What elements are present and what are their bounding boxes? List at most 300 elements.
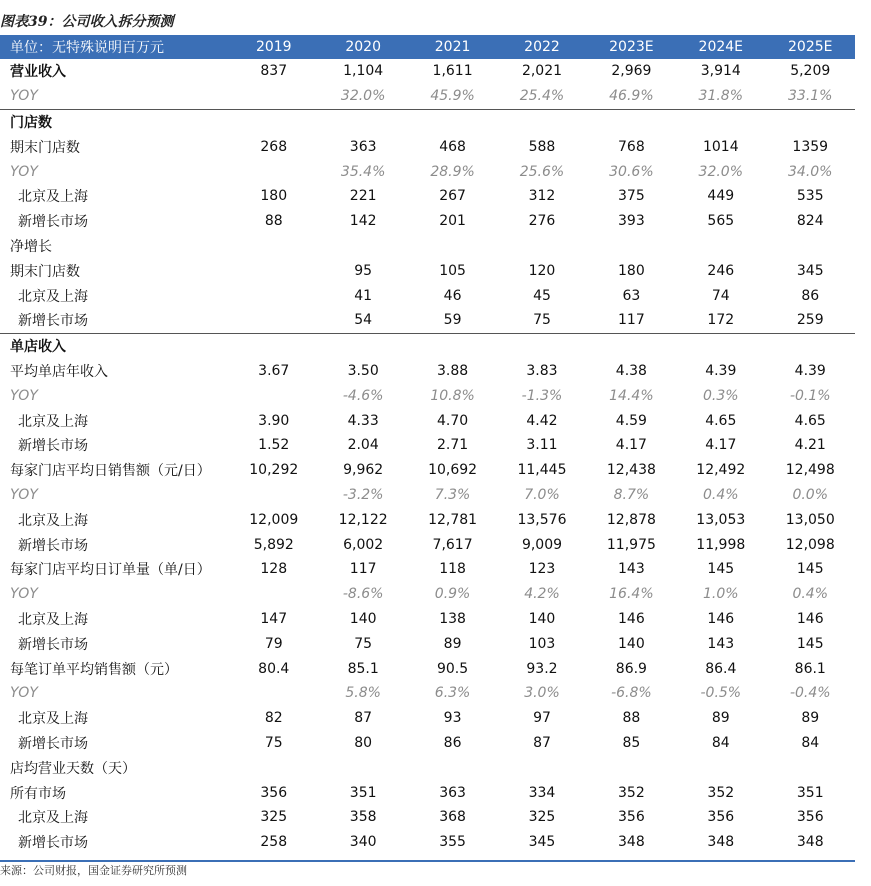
value-cell: 201 <box>439 213 466 230</box>
table-row <box>0 458 855 483</box>
value-cell: 348 <box>796 834 824 851</box>
value-cell: 340 <box>349 834 377 851</box>
row-label: 北京及上海 <box>18 189 88 206</box>
value-cell: 33.1% <box>766 84 856 109</box>
row-label: 北京及上海 <box>18 413 88 430</box>
value-cell: 4.65 <box>794 412 826 429</box>
value-cell: 312 <box>528 188 556 205</box>
value-cell: 32.0% <box>318 84 407 109</box>
table-row <box>0 134 855 159</box>
value-cell: 75 <box>354 635 373 652</box>
value-cell: 7.0% <box>524 486 560 503</box>
value-cell <box>676 333 765 358</box>
row-label: YOY <box>10 685 38 702</box>
value-cell <box>497 333 586 358</box>
value-cell: 221 <box>349 188 377 205</box>
header-year-cell: 2020 <box>318 35 407 59</box>
value-cell: 0.9% <box>434 586 471 603</box>
row-label: 每笔订单平均销售额（元） <box>10 661 178 678</box>
value-cell <box>318 333 407 358</box>
value-cell: 45.9% <box>408 84 497 109</box>
row-label: 净增长 <box>10 238 52 255</box>
table-row <box>0 755 855 780</box>
value-cell: 325 <box>528 809 556 826</box>
row-label: YOY <box>0 84 229 109</box>
value-cell: 356 <box>796 809 824 826</box>
value-cell: 145 <box>707 561 735 578</box>
value-cell: 28.9% <box>430 163 475 180</box>
value-cell: 355 <box>439 834 466 851</box>
value-cell: 3.0% <box>524 685 560 702</box>
table-row <box>0 159 855 184</box>
value-cell: 588 <box>528 138 556 155</box>
value-cell <box>676 234 765 259</box>
value-cell: 0.4% <box>703 486 739 503</box>
value-cell: 9,962 <box>343 462 384 479</box>
value-cell: -1.3% <box>521 387 563 404</box>
value-cell <box>408 333 497 358</box>
value-cell: 25.4% <box>497 84 586 109</box>
value-cell: 268 <box>260 138 288 155</box>
row-label: 北京及上海 <box>18 512 88 529</box>
table-row <box>0 582 855 607</box>
table-row <box>0 209 855 234</box>
value-cell: 535 <box>796 188 824 205</box>
value-cell <box>587 234 676 259</box>
value-cell: 0.0% <box>792 486 829 503</box>
value-cell: -0.1% <box>789 387 831 404</box>
value-cell: 13,053 <box>696 511 746 528</box>
value-cell <box>229 109 318 134</box>
value-cell: 334 <box>528 784 556 801</box>
value-cell: 12,009 <box>249 511 299 528</box>
value-cell: 1,104 <box>343 63 384 80</box>
value-cell: 180 <box>618 262 645 279</box>
value-cell: 12,878 <box>606 511 656 528</box>
table-row <box>0 706 855 731</box>
value-cell: 85.1 <box>347 660 379 677</box>
value-cell <box>766 234 856 259</box>
value-cell: 89 <box>443 635 462 652</box>
value-cell: 90.5 <box>436 660 469 677</box>
value-cell: 82 <box>264 710 283 727</box>
value-cell: 3.67 <box>258 362 290 379</box>
value-cell: 2.04 <box>347 437 379 454</box>
value-cell: 35.4% <box>340 163 386 180</box>
value-cell: 97 <box>533 710 551 727</box>
value-cell: 25.6% <box>519 163 565 180</box>
value-cell: 4.70 <box>436 412 469 429</box>
value-cell: 145 <box>796 561 824 578</box>
value-cell: 449 <box>707 188 735 205</box>
value-cell: 146 <box>707 610 735 627</box>
value-cell: 12,122 <box>338 511 388 528</box>
table-row <box>0 408 855 433</box>
table-row <box>0 532 855 557</box>
value-cell: 146 <box>618 610 645 627</box>
row-label: 每家门店平均日销售额（元/日） <box>10 463 211 480</box>
value-cell: 4.17 <box>705 437 737 454</box>
value-cell: 345 <box>796 262 824 279</box>
row-label: 北京及上海 <box>18 288 88 305</box>
value-cell: 140 <box>618 635 645 652</box>
value-cell: 46.9% <box>587 84 676 109</box>
value-cell: 1.52 <box>258 437 290 454</box>
value-cell <box>587 755 676 780</box>
value-cell: 3.50 <box>347 362 379 379</box>
value-cell: 1,611 <box>432 63 473 80</box>
value-cell: 117 <box>349 561 377 578</box>
value-cell: 10.8% <box>430 387 475 404</box>
header-unit-cell: 单位：无特殊说明百万元 <box>0 35 229 59</box>
value-cell: 352 <box>707 784 735 801</box>
value-cell: 79 <box>264 635 283 652</box>
value-cell: 54 <box>318 308 407 333</box>
table-row <box>0 507 855 532</box>
header-year-cell: 2023E <box>587 35 676 59</box>
value-cell: 565 <box>707 213 735 230</box>
value-cell: 45 <box>533 287 551 304</box>
value-cell: 2.71 <box>436 437 469 454</box>
revenue-breakdown-table <box>0 35 855 855</box>
header-year-cell: 2025E <box>766 35 856 59</box>
value-cell: 352 <box>618 784 645 801</box>
value-cell <box>229 234 318 259</box>
table-header-row <box>0 35 855 59</box>
value-cell: 93.2 <box>526 660 558 677</box>
value-cell <box>229 283 318 308</box>
value-cell: 358 <box>349 809 377 826</box>
row-label: 新增长市场 <box>18 735 88 752</box>
value-cell: 363 <box>349 138 377 155</box>
value-cell: 117 <box>587 308 676 333</box>
value-cell: 246 <box>707 262 735 279</box>
row-label: 北京及上海 <box>18 810 88 827</box>
value-cell: 5.8% <box>345 685 381 702</box>
value-cell <box>229 258 318 283</box>
value-cell: 4.42 <box>526 412 558 429</box>
value-cell: 6.3% <box>434 685 471 702</box>
value-cell: 46 <box>443 287 462 304</box>
value-cell: 89 <box>801 710 820 727</box>
value-cell: 4.38 <box>615 362 647 379</box>
value-cell <box>408 234 497 259</box>
value-cell: 363 <box>439 784 466 801</box>
value-cell: 4.21 <box>794 437 826 454</box>
value-cell <box>497 234 586 259</box>
value-cell: 348 <box>618 834 645 851</box>
table-row <box>0 631 855 656</box>
value-cell: 172 <box>676 308 765 333</box>
header-year-cell: 2022 <box>497 35 586 59</box>
value-cell: 146 <box>796 610 824 627</box>
value-cell: 11,445 <box>517 462 567 479</box>
value-cell: 11,998 <box>696 536 746 553</box>
value-cell <box>587 109 676 134</box>
value-cell <box>229 333 318 358</box>
row-label: YOY <box>10 163 38 180</box>
value-cell: 8.7% <box>613 486 650 503</box>
table-row <box>0 483 855 508</box>
value-cell <box>318 109 407 134</box>
row-label: 新增长市场 <box>18 214 88 231</box>
row-label: YOY <box>10 486 38 503</box>
table-row <box>0 333 855 358</box>
value-cell: 4.17 <box>615 437 647 454</box>
value-cell <box>408 109 497 134</box>
table-row <box>0 359 855 384</box>
row-label: 单店收入 <box>10 339 66 356</box>
table-row <box>0 557 855 582</box>
value-cell: 1359 <box>792 138 829 155</box>
table-row <box>0 59 855 84</box>
value-cell: 88 <box>264 213 283 230</box>
row-label: 新增长市场 <box>18 835 88 852</box>
value-cell: 103 <box>528 635 556 652</box>
table-row <box>0 780 855 805</box>
value-cell: 2,021 <box>521 63 563 80</box>
table-row <box>0 607 855 632</box>
table-row <box>0 184 855 209</box>
value-cell: 4.39 <box>794 362 826 379</box>
value-cell: 1.0% <box>703 586 739 603</box>
value-cell <box>676 109 765 134</box>
value-cell: 86.1 <box>794 660 826 677</box>
value-cell: 6,002 <box>343 536 384 553</box>
value-cell: 85 <box>622 734 641 751</box>
value-cell: 87 <box>533 734 551 751</box>
value-cell: 13,576 <box>517 511 567 528</box>
header-year-cell: 2021 <box>408 35 497 59</box>
source-note: 来源：公司财报，国金证券研究所预测 <box>0 860 855 884</box>
value-cell <box>318 755 407 780</box>
value-cell: 258 <box>260 834 288 851</box>
value-cell <box>229 483 318 508</box>
value-cell: 31.8% <box>676 84 765 109</box>
value-cell: 80 <box>354 734 373 751</box>
row-label: 营业收入 <box>10 64 66 81</box>
value-cell: 74 <box>711 287 730 304</box>
value-cell: 348 <box>707 834 735 851</box>
row-label: 新增长市场 <box>18 537 88 554</box>
value-cell: 138 <box>439 610 466 627</box>
value-cell: 375 <box>618 188 645 205</box>
row-label: 门店数 <box>10 114 52 131</box>
row-label: 所有市场 <box>10 785 66 802</box>
value-cell: 3.11 <box>526 437 558 454</box>
value-cell: 10,692 <box>428 462 478 479</box>
value-cell <box>766 755 856 780</box>
value-cell: 12,438 <box>606 462 656 479</box>
value-cell: 4.59 <box>615 412 647 429</box>
value-cell: 128 <box>260 561 288 578</box>
value-cell <box>318 234 407 259</box>
row-label: 店均营业天数（天） <box>10 760 136 777</box>
value-cell: 11,975 <box>606 536 656 553</box>
value-cell: 1014 <box>702 138 739 155</box>
value-cell: 88 <box>622 710 641 727</box>
table-row <box>0 805 855 830</box>
value-cell: 0.3% <box>703 387 739 404</box>
value-cell: 180 <box>260 188 288 205</box>
value-cell: -3.2% <box>342 486 384 503</box>
value-cell: 16.4% <box>609 586 654 603</box>
value-cell: 0.4% <box>792 586 829 603</box>
value-cell: 5,892 <box>253 536 294 553</box>
value-cell: 13,050 <box>785 511 835 528</box>
table-row <box>0 656 855 681</box>
value-cell: 468 <box>439 138 466 155</box>
value-cell: 10,292 <box>249 462 299 479</box>
table-row <box>0 681 855 706</box>
value-cell: 351 <box>349 784 377 801</box>
row-label: 新增长市场 <box>0 308 229 333</box>
value-cell: 393 <box>618 213 645 230</box>
table-row <box>0 109 855 134</box>
value-cell: 356 <box>260 784 288 801</box>
value-cell: 123 <box>528 561 556 578</box>
value-cell: 86.9 <box>615 660 647 677</box>
table-row <box>0 383 855 408</box>
value-cell: 837 <box>260 63 288 80</box>
value-cell <box>766 109 856 134</box>
table-row <box>0 731 855 756</box>
value-cell: 356 <box>707 809 735 826</box>
value-cell <box>229 582 318 607</box>
value-cell <box>408 755 497 780</box>
value-cell: 41 <box>354 287 373 304</box>
value-cell: 86 <box>801 287 820 304</box>
value-cell: 118 <box>439 561 466 578</box>
value-cell: 325 <box>260 809 288 826</box>
value-cell: 84 <box>711 734 730 751</box>
value-cell <box>497 109 586 134</box>
table-row <box>0 433 855 458</box>
value-cell: 143 <box>618 561 645 578</box>
value-cell: 75 <box>497 308 586 333</box>
value-cell: -6.8% <box>611 685 652 702</box>
value-cell: 59 <box>408 308 497 333</box>
value-cell: 7.3% <box>434 486 471 503</box>
value-cell: 12,098 <box>785 536 835 553</box>
value-cell: 3.83 <box>526 362 558 379</box>
value-cell <box>229 755 318 780</box>
value-cell <box>497 755 586 780</box>
value-cell: 276 <box>528 213 556 230</box>
row-label: 每家门店平均日订单量（单/日） <box>10 562 211 579</box>
value-cell: 80.4 <box>258 660 290 677</box>
value-cell: 140 <box>349 610 377 627</box>
value-cell <box>229 84 318 109</box>
value-cell: 345 <box>528 834 556 851</box>
value-cell: 267 <box>439 188 466 205</box>
value-cell <box>766 333 856 358</box>
value-cell: 95 <box>354 262 373 279</box>
value-cell: -0.5% <box>700 685 742 702</box>
table-row <box>0 84 855 109</box>
value-cell: 7,617 <box>432 536 473 553</box>
value-cell <box>229 681 318 706</box>
value-cell <box>676 755 765 780</box>
row-label: YOY <box>10 586 38 603</box>
table-body <box>0 59 855 855</box>
value-cell: 87 <box>354 710 373 727</box>
value-cell: 143 <box>707 635 735 652</box>
row-label: 新增长市场 <box>18 636 88 653</box>
row-label: 北京及上海 <box>18 711 88 728</box>
value-cell: 3,914 <box>700 63 741 80</box>
value-cell: 351 <box>796 784 824 801</box>
value-cell: 3.88 <box>436 362 469 379</box>
value-cell: 89 <box>711 710 730 727</box>
value-cell: 14.4% <box>609 387 654 404</box>
value-cell: 4.39 <box>705 362 737 379</box>
value-cell: 824 <box>796 213 824 230</box>
value-cell: -0.4% <box>789 685 831 702</box>
value-cell: 142 <box>349 213 377 230</box>
value-cell <box>587 333 676 358</box>
row-label: 新增长市场 <box>18 438 88 455</box>
value-cell: 259 <box>766 308 856 333</box>
table-row <box>0 283 855 308</box>
value-cell: 4.2% <box>524 586 560 603</box>
value-cell: 140 <box>528 610 556 627</box>
value-cell: 12,781 <box>428 511 478 528</box>
row-label: YOY <box>10 387 38 404</box>
value-cell: -8.6% <box>342 586 384 603</box>
value-cell: 34.0% <box>788 163 833 180</box>
table-row <box>0 308 855 333</box>
value-cell: 4.65 <box>705 412 737 429</box>
value-cell: 12,498 <box>785 462 835 479</box>
value-cell: 4.33 <box>347 412 379 429</box>
value-cell: 145 <box>796 635 824 652</box>
value-cell: 84 <box>801 734 820 751</box>
value-cell: 86 <box>443 734 462 751</box>
value-cell: 105 <box>439 262 466 279</box>
value-cell: 356 <box>618 809 645 826</box>
table-row <box>0 830 855 855</box>
value-cell: 86.4 <box>705 660 737 677</box>
value-cell: 75 <box>264 734 283 751</box>
value-cell <box>229 159 318 184</box>
value-cell: 768 <box>618 138 645 155</box>
row-label: 期末门店数 <box>10 139 80 156</box>
value-cell: 32.0% <box>698 163 744 180</box>
value-cell: 30.6% <box>609 163 654 180</box>
table-row <box>0 234 855 259</box>
value-cell: 12,492 <box>696 462 746 479</box>
value-cell: 368 <box>439 809 466 826</box>
value-cell: 147 <box>260 610 288 627</box>
value-cell: 9,009 <box>521 536 563 553</box>
row-label: 期末门店数 <box>10 263 80 280</box>
value-cell: 93 <box>443 710 462 727</box>
row-label: 平均单店年收入 <box>10 363 108 380</box>
figure-title: 图表39：公司收入拆分预测 <box>0 14 174 30</box>
value-cell <box>229 383 318 408</box>
header-year-cell: 2024E <box>676 35 765 59</box>
value-cell: 3.90 <box>258 412 290 429</box>
value-cell: -4.6% <box>342 387 384 404</box>
revenue-breakdown-table-container <box>0 35 855 855</box>
value-cell <box>229 308 318 333</box>
row-label: 北京及上海 <box>18 611 88 628</box>
table-row <box>0 258 855 283</box>
value-cell: 5,209 <box>790 63 831 80</box>
header-year-cell: 2019 <box>229 35 318 59</box>
value-cell: 2,969 <box>611 63 652 80</box>
